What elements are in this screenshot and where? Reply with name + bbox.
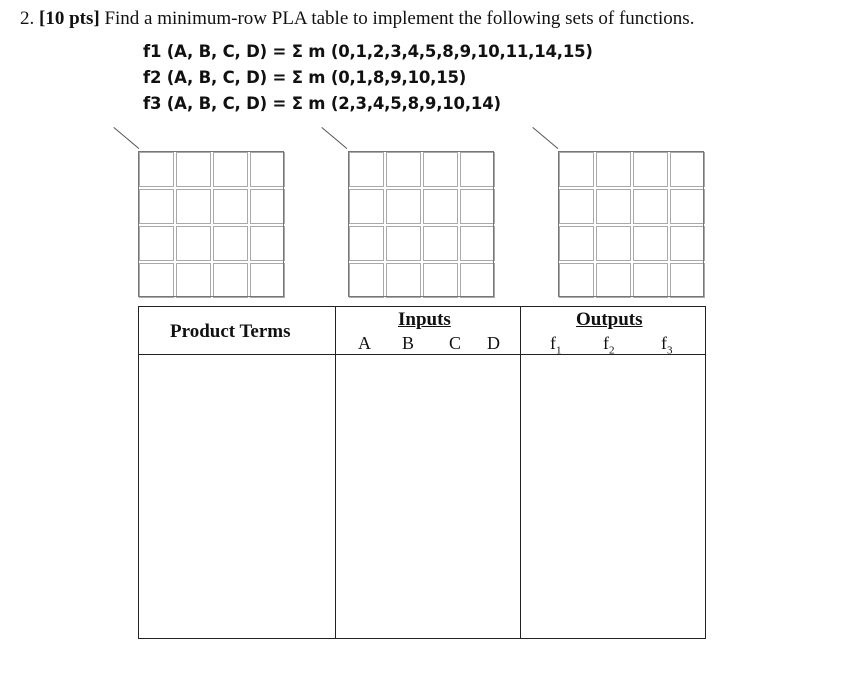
output-var-f1: $f_1$ — [550, 333, 562, 357]
kmap-cell — [176, 152, 211, 187]
kmap-cell — [139, 226, 174, 261]
kmap-cell — [559, 189, 594, 224]
kmap-cell — [460, 152, 495, 187]
input-var-b: B — [402, 333, 415, 353]
output-var-f3: $f_3$ — [661, 333, 673, 357]
kmap-cell — [250, 263, 285, 298]
kmap-cell — [460, 263, 495, 298]
output-var-f2: $f_2$ — [603, 333, 615, 357]
kmap-cell — [460, 189, 495, 224]
kmap-cell — [250, 152, 285, 187]
kmap-cell — [176, 263, 211, 298]
outputs-header: Outputs — [576, 309, 643, 330]
kmap-f2-corner-line — [321, 127, 347, 149]
kmap-cell — [250, 226, 285, 261]
kmap-cell — [670, 263, 705, 298]
kmap-cell — [559, 263, 594, 298]
kmap-f1 — [138, 151, 284, 297]
kmap-cell — [386, 152, 421, 187]
product-terms-header: Product Terms — [170, 321, 291, 342]
kmap-cell — [176, 189, 211, 224]
kmap-f1-corner-line — [113, 127, 139, 149]
kmap-cell — [670, 189, 705, 224]
kmap-cell — [559, 152, 594, 187]
kmap-cell — [596, 152, 631, 187]
kmap-cell — [596, 263, 631, 298]
kmap-cell — [633, 226, 668, 261]
kmap-f2 — [348, 151, 494, 297]
kmap-cell — [386, 263, 421, 298]
kmap-f3 — [558, 151, 704, 297]
kmap-cell — [460, 226, 495, 261]
inputs-column — [335, 307, 521, 638]
input-var-a: A — [358, 333, 371, 353]
function-f1: f1 (A, B, C, D) = Σ m (0,1,2,3,4,5,8,9,10,11,14,15) — [143, 42, 593, 61]
kmap-cell — [139, 263, 174, 298]
kmap-cell — [386, 226, 421, 261]
kmap-cell — [386, 189, 421, 224]
kmap-cell — [176, 226, 211, 261]
kmap-cell — [139, 189, 174, 224]
question-number: 2. — [20, 8, 35, 29]
kmap-cell — [213, 263, 248, 298]
question-text — [20, 8, 694, 30]
input-var-d: D — [487, 333, 500, 353]
product-terms-column — [139, 307, 336, 638]
pla-table — [138, 306, 706, 639]
kmap-cell — [670, 226, 705, 261]
kmap-f3-corner-line — [532, 127, 558, 149]
kmap-cell — [349, 189, 384, 224]
kmap-cell — [559, 226, 594, 261]
header-divider — [139, 354, 705, 355]
question-prompt: Find a minimum-row PLA table to implement the following sets of functions. — [104, 8, 695, 29]
kmap-cell — [349, 263, 384, 298]
kmap-cell — [213, 152, 248, 187]
input-var-c: C — [449, 333, 462, 353]
kmap-cell — [633, 152, 668, 187]
kmap-cell — [423, 263, 458, 298]
kmap-cell — [670, 152, 705, 187]
kmap-cell — [250, 189, 285, 224]
question-points: [10 pts] — [39, 8, 100, 29]
kmap-cell — [633, 189, 668, 224]
kmap-cell — [423, 152, 458, 187]
kmap-cell — [596, 226, 631, 261]
kmap-cell — [213, 226, 248, 261]
kmap-cell — [423, 189, 458, 224]
inputs-header: Inputs — [398, 309, 451, 330]
kmap-cell — [423, 226, 458, 261]
kmap-cell — [596, 189, 631, 224]
kmap-cell — [213, 189, 248, 224]
kmap-cell — [349, 152, 384, 187]
function-f3: f3 (A, B, C, D) = Σ m (2,3,4,5,8,9,10,14) — [143, 94, 501, 113]
function-f2: f2 (A, B, C, D) = Σ m (0,1,8,9,10,15) — [143, 68, 467, 87]
kmap-cell — [139, 152, 174, 187]
kmap-cell — [349, 226, 384, 261]
kmap-cell — [633, 263, 668, 298]
